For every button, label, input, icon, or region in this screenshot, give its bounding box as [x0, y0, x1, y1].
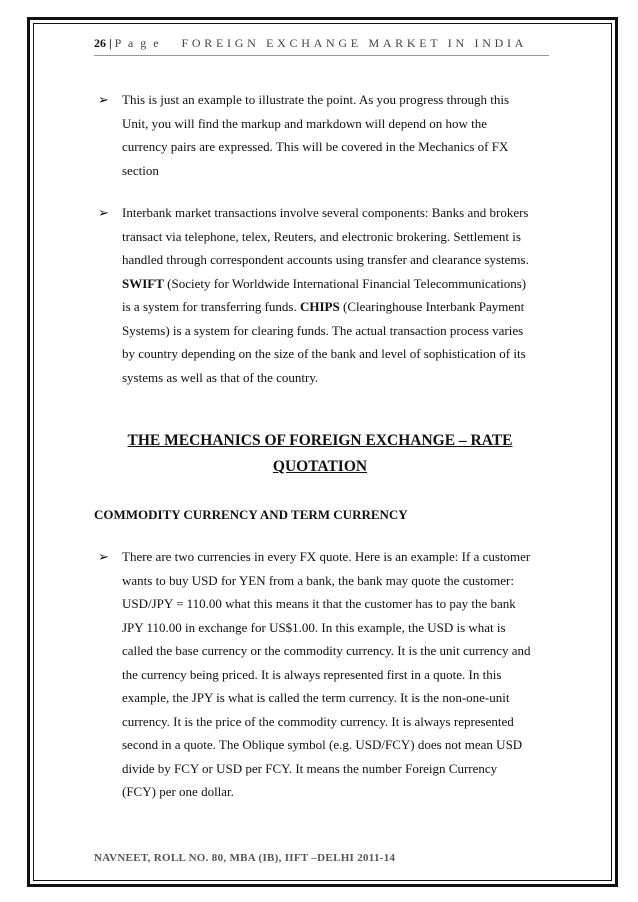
page-header	[94, 36, 549, 54]
paragraph-line: currency. It is the price of the commodity currency. It is always represented	[122, 713, 514, 729]
paragraph-line: Unit, you will find the markup and markdown will depend on how the	[122, 115, 488, 131]
paragraph-line: USD/JPY = 110.00 what this means it that the customer has to pay the bank	[122, 596, 516, 611]
paragraph-line: currency pairs are expressed. This will be covered in the Mechanics of FX	[122, 139, 509, 154]
header-rule	[94, 55, 549, 56]
paragraph-line: example, the JPY is what is called the term currency. It is the non-one-unit	[122, 690, 510, 705]
section-title	[110, 428, 530, 480]
paragraph-line: the currency being priced. It is always represented first in a quote. In this	[122, 666, 502, 682]
paragraph-line: called the base currency or the commodity currency. It is the unit currency and	[122, 643, 531, 658]
header-separator: |	[109, 36, 112, 50]
paragraph-line: There are two currencies in every FX quote. Here is an example: If a customer	[122, 549, 531, 564]
paragraph-line: by country depending on the size of the bank and level of sophistication of its	[122, 346, 526, 361]
paragraph-line: (FCY) per one dollar.	[122, 784, 234, 799]
section-title-line: THE MECHANICS OF FOREIGN EXCHANGE – RATE	[127, 432, 513, 449]
bullet-paragraph-3	[122, 545, 531, 804]
paragraph-line: transact via telephone, telex, Reuters, and electronic brokering. Settlement is	[122, 228, 521, 244]
paragraph-line: wants to buy USD for YEN from a bank, the bank may quote the customer:	[122, 572, 514, 588]
bullet-arrow-icon: ➢	[98, 549, 109, 564]
page-footer: NAVNEET, ROLL NO. 80, MBA (IB), IIFT –DELHI 2011-14	[94, 852, 396, 864]
paragraph-line: second in a quote. The Oblique symbol (e.g. USD/FCY) does not mean USD	[122, 737, 523, 752]
paragraph-line: Systems) is a system for clearing funds. The actual transaction process varies	[122, 322, 524, 338]
header-title: FOREIGN EXCHANGE MARKET IN INDIA	[181, 36, 528, 50]
paragraph-line: JPY 110.00 in exchange for US$1.00. In this example, the USD is what is	[122, 619, 506, 635]
paragraph-line: divide by FCY or USD per FCY. It means the number Foreign Currency	[122, 760, 498, 776]
line-text: is a system for transferring funds.	[122, 299, 300, 314]
paragraph-line: Interbank market transactions involve several components: Banks and brokers	[122, 205, 529, 220]
bullet-arrow-icon: ➢	[98, 205, 109, 220]
page-label: P a g e	[114, 36, 161, 50]
section-title-line: QUOTATION	[272, 458, 368, 475]
paragraph-line: handled through correspondent accounts using transfer and clearance systems.	[122, 252, 529, 267]
paragraph-line	[122, 295, 529, 319]
paragraph-line: section	[122, 162, 159, 178]
chips-definition: (Clearinghouse Interbank Payment	[339, 299, 525, 314]
page-number: 26	[94, 36, 106, 50]
swift-definition: (Society for Worldwide International Financial Telecommunications)	[163, 275, 527, 291]
subsection-title: COMMODITY CURRENCY AND TERM CURRENCY	[94, 507, 408, 522]
bullet-paragraph-2	[122, 201, 529, 389]
paragraph-line: This is just an example to illustrate the point. As you progress through this	[122, 92, 510, 107]
swift-term: SWIFT	[122, 275, 164, 291]
paragraph-line: systems as well as that of the country.	[122, 369, 319, 385]
chips-term: CHIPS	[300, 299, 340, 314]
bullet-arrow-icon: ➢	[98, 92, 109, 107]
bullet-paragraph-1	[122, 88, 509, 182]
paragraph-line	[122, 272, 529, 296]
